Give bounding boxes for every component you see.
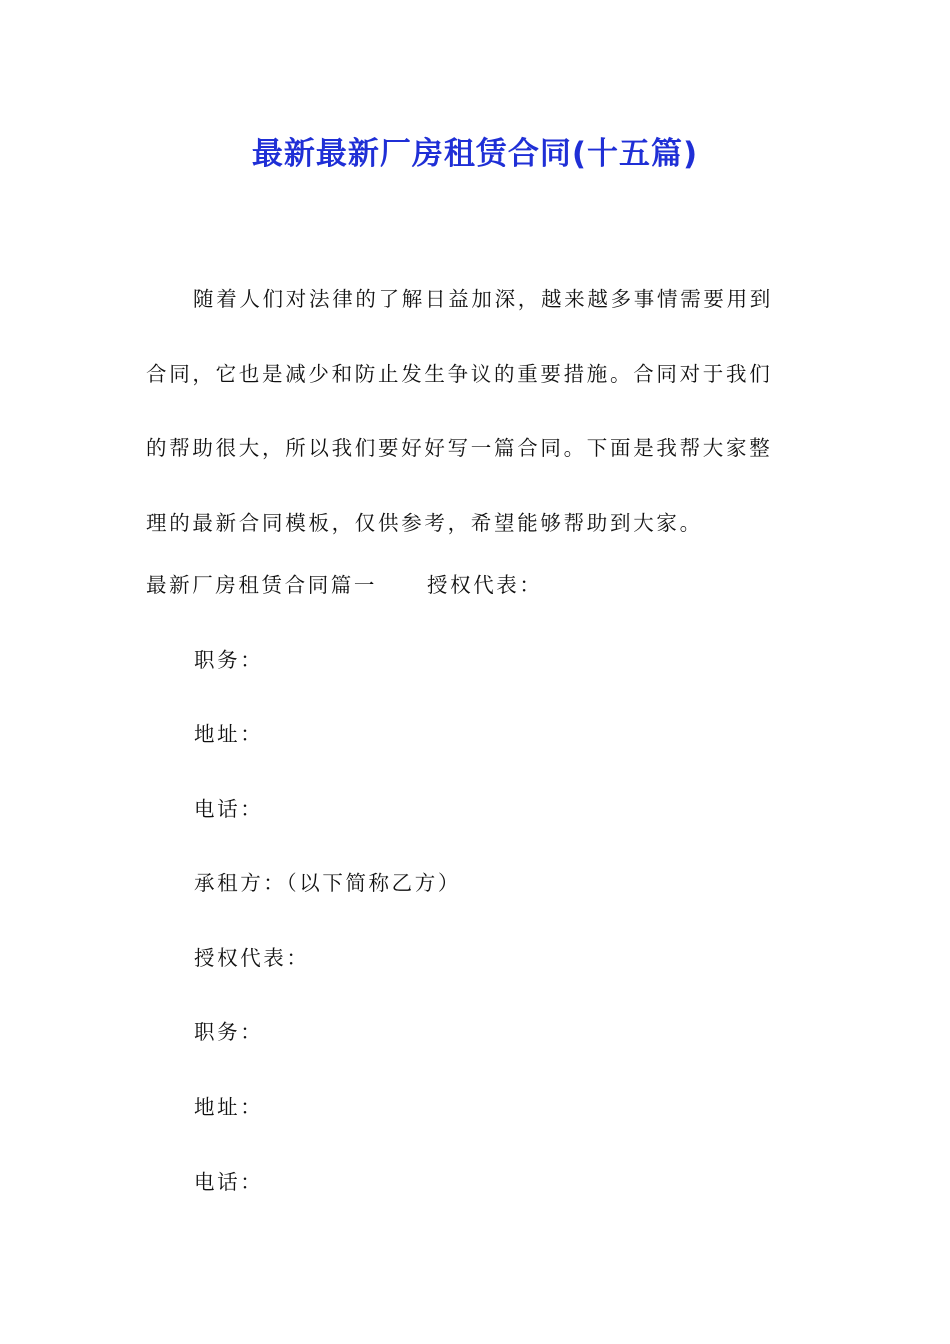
- lessee-position-field: 职务：: [194, 1020, 264, 1044]
- lessee-field: 承租方：（以下简称乙方）: [194, 871, 461, 895]
- intro-line: 的帮助很大，所以我们要好好写一篇合同。下面是我帮大家整: [146, 436, 773, 460]
- authorized-rep-label: 授权代表：: [427, 573, 543, 597]
- lessee-phone-field: 电话：: [194, 1170, 264, 1194]
- intro-line: 随着人们对法律的了解日益加深，越来越多事情需要用到: [193, 287, 773, 311]
- lessor-address-field: 地址：: [194, 722, 264, 746]
- lessee-address-field: 地址：: [194, 1095, 264, 1119]
- intro-line: 理的最新合同模板，仅供参考，希望能够帮助到大家。: [146, 510, 703, 535]
- document-title: 最新最新厂房租赁合同(十五篇): [251, 136, 699, 172]
- lessor-phone-field: 电话：: [194, 797, 264, 821]
- intro-line: 合同，它也是减少和防止发生争议的重要措施。合同对于我们: [146, 361, 773, 386]
- intro-paragraph: [146, 262, 806, 560]
- lessee-authorized-rep-field: 授权代表：: [194, 946, 310, 970]
- section-heading-line: [146, 571, 543, 599]
- lessor-position-field: 职务：: [194, 648, 264, 672]
- section-heading: 最新厂房租赁合同篇一: [146, 573, 377, 597]
